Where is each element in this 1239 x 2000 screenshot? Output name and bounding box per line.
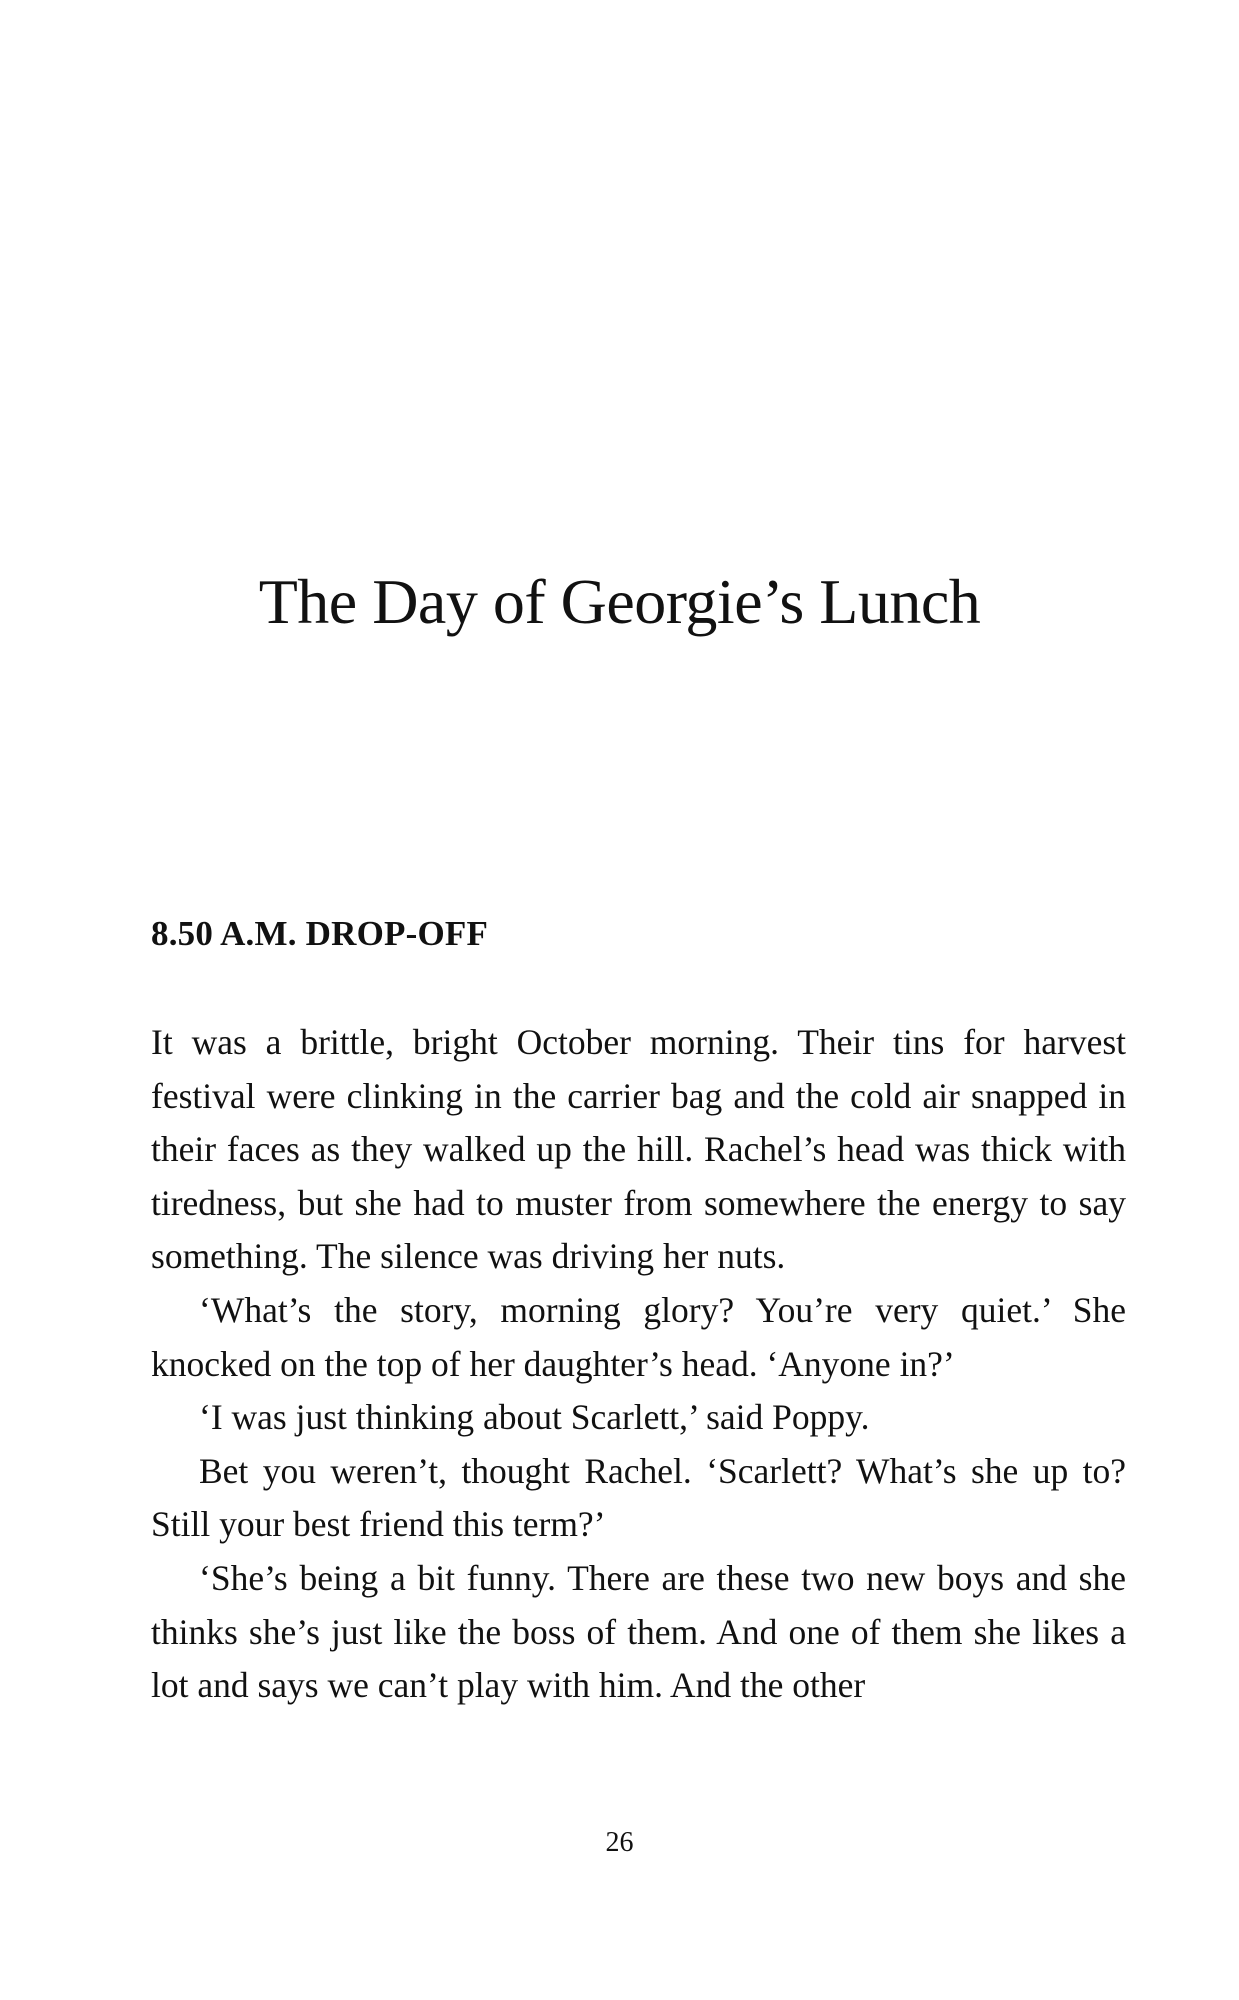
paragraph: It was a brittle, bright October morning. Their tins for harvest festival were clinking in the carrier bag and the cold air snapped in their faces as they walked up the hill. Rachel’s head was thick with tiredness, but she had to muster from somewhere the energy to say something. The silence was driving her nuts. xyxy=(151,1022,1126,1277)
paragraph: ‘What’s the story, morning glory? You’re very quiet.’ She knocked on the top of her daughter’s head. ‘Anyone in?’ xyxy=(151,1289,1126,1384)
chapter-title: The Day of Georgie’s Lunch xyxy=(258,566,981,637)
paragraph: ‘She’s being a bit funny. There are these two new boys and she thinks she’s just like the boss of them. And one of them she likes a lot and says we can’t play with him. And the other xyxy=(151,1557,1126,1706)
body-text xyxy=(151,1016,1126,1713)
section-heading: 8.50 A.M. DROP-OFF xyxy=(151,914,489,953)
paragraph: Bet you weren’t, thought Rachel. ‘Scarlett? What’s she up to? Still your best friend this term?’ xyxy=(151,1450,1126,1545)
paragraph: ‘I was just thinking about Scarlett,’ said Poppy. xyxy=(199,1397,870,1438)
page-number: 26 xyxy=(605,1827,634,1858)
